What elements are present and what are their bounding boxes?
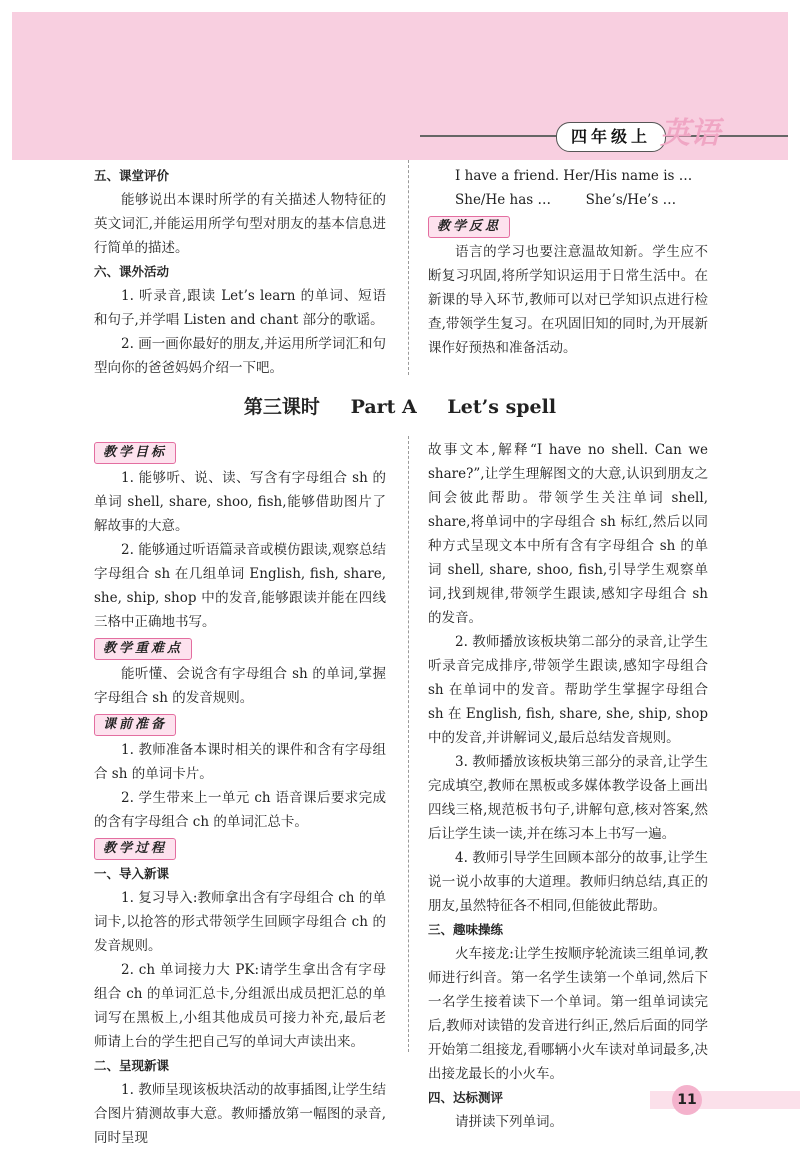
- left-column: [94, 438, 386, 1150]
- process-tag: 教学过程: [94, 838, 176, 860]
- header-deco-line: [420, 135, 556, 137]
- section-title: 六、课外活动: [94, 264, 170, 279]
- lesson-number: 第三课时: [243, 396, 320, 418]
- paragraph: 请拼读下列单词。: [455, 1114, 563, 1130]
- example-sentence: She’s/He’s …: [585, 192, 677, 208]
- example-sentence: She/He has …: [455, 192, 551, 208]
- paragraph: 火车接龙:让学生按顺序轮流读三组单词,教师进行纠音。第一名学生读第一个单词,然后下一名学生接着读下一个单词。第一组单词读完后,教师对读错的发音进行纠正,然后后面的同学开始第二组接龙,看哪辆小火车读对单词最多,决出接龙最长的小火车。: [428, 946, 708, 1082]
- subject-logo: 英语: [660, 116, 720, 151]
- key-points-tag: 教学重难点: [94, 638, 192, 660]
- section-title: 三、趣味操练: [428, 922, 504, 937]
- paragraph: 1. 教师准备本课时相关的课件和含有字母组合 sh 的单词卡片。: [94, 742, 386, 782]
- paragraph: 1. 教师呈现该板块活动的故事插图,让学生结合图片猜测故事大意。教师播放第一幅图的录音,同时呈现: [94, 1082, 386, 1146]
- paragraph: 1. 听录音,跟读 Let’s learn 的单词、短语和句子,并学唱 Listen and chant 部分的歌谣。: [94, 288, 386, 328]
- column-divider: [408, 160, 409, 375]
- section-title: 一、导入新课: [94, 866, 170, 881]
- paragraph: 能够说出本课时所学的有关描述人物特征的英文词汇,并能运用所学句型对朋友的基本信息进行简单的描述。: [94, 192, 386, 256]
- paragraph: 语言的学习也要注意温故知新。学生应不断复习巩固,将所学知识运用于日常生活中。在新课的导入环节,教师可以对已学知识点进行检查,带领学生复习。在巩固旧知的同时,为开展新课作好预热和准备活动。: [428, 244, 708, 356]
- reflection-tag: 教学反思: [428, 216, 510, 238]
- lesson-name: Let’s spell: [447, 396, 557, 418]
- column-divider: [408, 436, 409, 1052]
- paragraph: 4. 教师引导学生回顾本部分的故事,让学生说一说小故事的大道理。教师归纳总结,真正的朋友,虽然特征各不相同,但能彼此帮助。: [428, 850, 708, 914]
- paragraph: 2. 能够通过听语篇录音或模仿跟读,观察总结字母组合 sh 在几组单词 English, fish, share, she, ship, shop 中的发音,能够跟读并能在四线三格中正确地书写。: [94, 542, 386, 630]
- lesson-title: [0, 392, 800, 419]
- example-sentence: I have a friend. Her/His name is …: [455, 168, 693, 184]
- section-title: 四、达标测评: [428, 1090, 504, 1105]
- paragraph: 2. 画一画你最好的朋友,并运用所学词汇和句型向你的爸爸妈妈介绍一下吧。: [94, 336, 386, 376]
- top-right-column: [428, 164, 708, 360]
- right-column: [428, 438, 708, 1134]
- paragraph: 1. 复习导入:教师拿出含有字母组合 ch 的单词卡,以抢答的形式带领学生回顾字母组合 ch 的发音规则。: [94, 890, 386, 954]
- paragraph: 3. 教师播放该板块第三部分的录音,让学生完成填空,教师在黑板或多媒体教学设备上画出四线三格,规范板书句子,讲解句意,核对答案,然后让学生读一读,并在练习本上书写一遍。: [428, 754, 708, 842]
- section-title: 二、呈现新课: [94, 1058, 170, 1073]
- paragraph: 1. 能够听、说、读、写含有字母组合 sh 的单词 shell, share, shoo, fish,能够借助图片了解故事的大意。: [94, 470, 386, 534]
- example-sentence-row: [428, 188, 708, 212]
- paragraph: 2. ch 单词接力大 PK:请学生拿出含有字母组合 ch 的单词汇总卡,分组派出成员把汇总的单词写在黑板上,小组其他成员可接力补充,最后老师请上台的学生把自己写的单词大声读出来。: [94, 962, 386, 1050]
- paragraph: 故事文本,解释“I have no shell. Can we share?”,让学生理解图文的大意,认识到朋友之间会彼此帮助。带领学生关注单词 shell, share,将单词中的字母组合 sh 标红,然后以同种方式呈现文本中所有含有字母组合 sh 的单词 shell, share, shoo, fish,引导学生观察单词,找到规律,带领学生跟读,感知字母组合 sh 的发音。: [428, 442, 708, 626]
- paragraph: 2. 学生带来上一单元 ch 语音课后要求完成的含有字母组合 ch 的单词汇总卡。: [94, 790, 386, 830]
- paragraph: 能听懂、会说含有字母组合 sh 的单词,掌握字母组合 sh 的发音规则。: [94, 666, 386, 706]
- grade-label: 四年级上: [556, 122, 666, 152]
- top-left-column: [94, 164, 386, 380]
- page-number: 11: [672, 1085, 702, 1115]
- paragraph: 2. 教师播放该板块第二部分的录音,让学生听录音完成排序,带领学生跟读,感知字母组合 sh 在单词中的发音。帮助学生掌握字母组合 sh 在 English, fish, share, she, ship, shop 中的发音,并讲解词义,最后总结发音规则。: [428, 634, 708, 746]
- preparation-tag: 课前准备: [94, 714, 176, 736]
- section-title: 五、课堂评价: [94, 168, 170, 183]
- goals-tag: 教学目标: [94, 442, 176, 464]
- lesson-part: Part A: [350, 396, 417, 418]
